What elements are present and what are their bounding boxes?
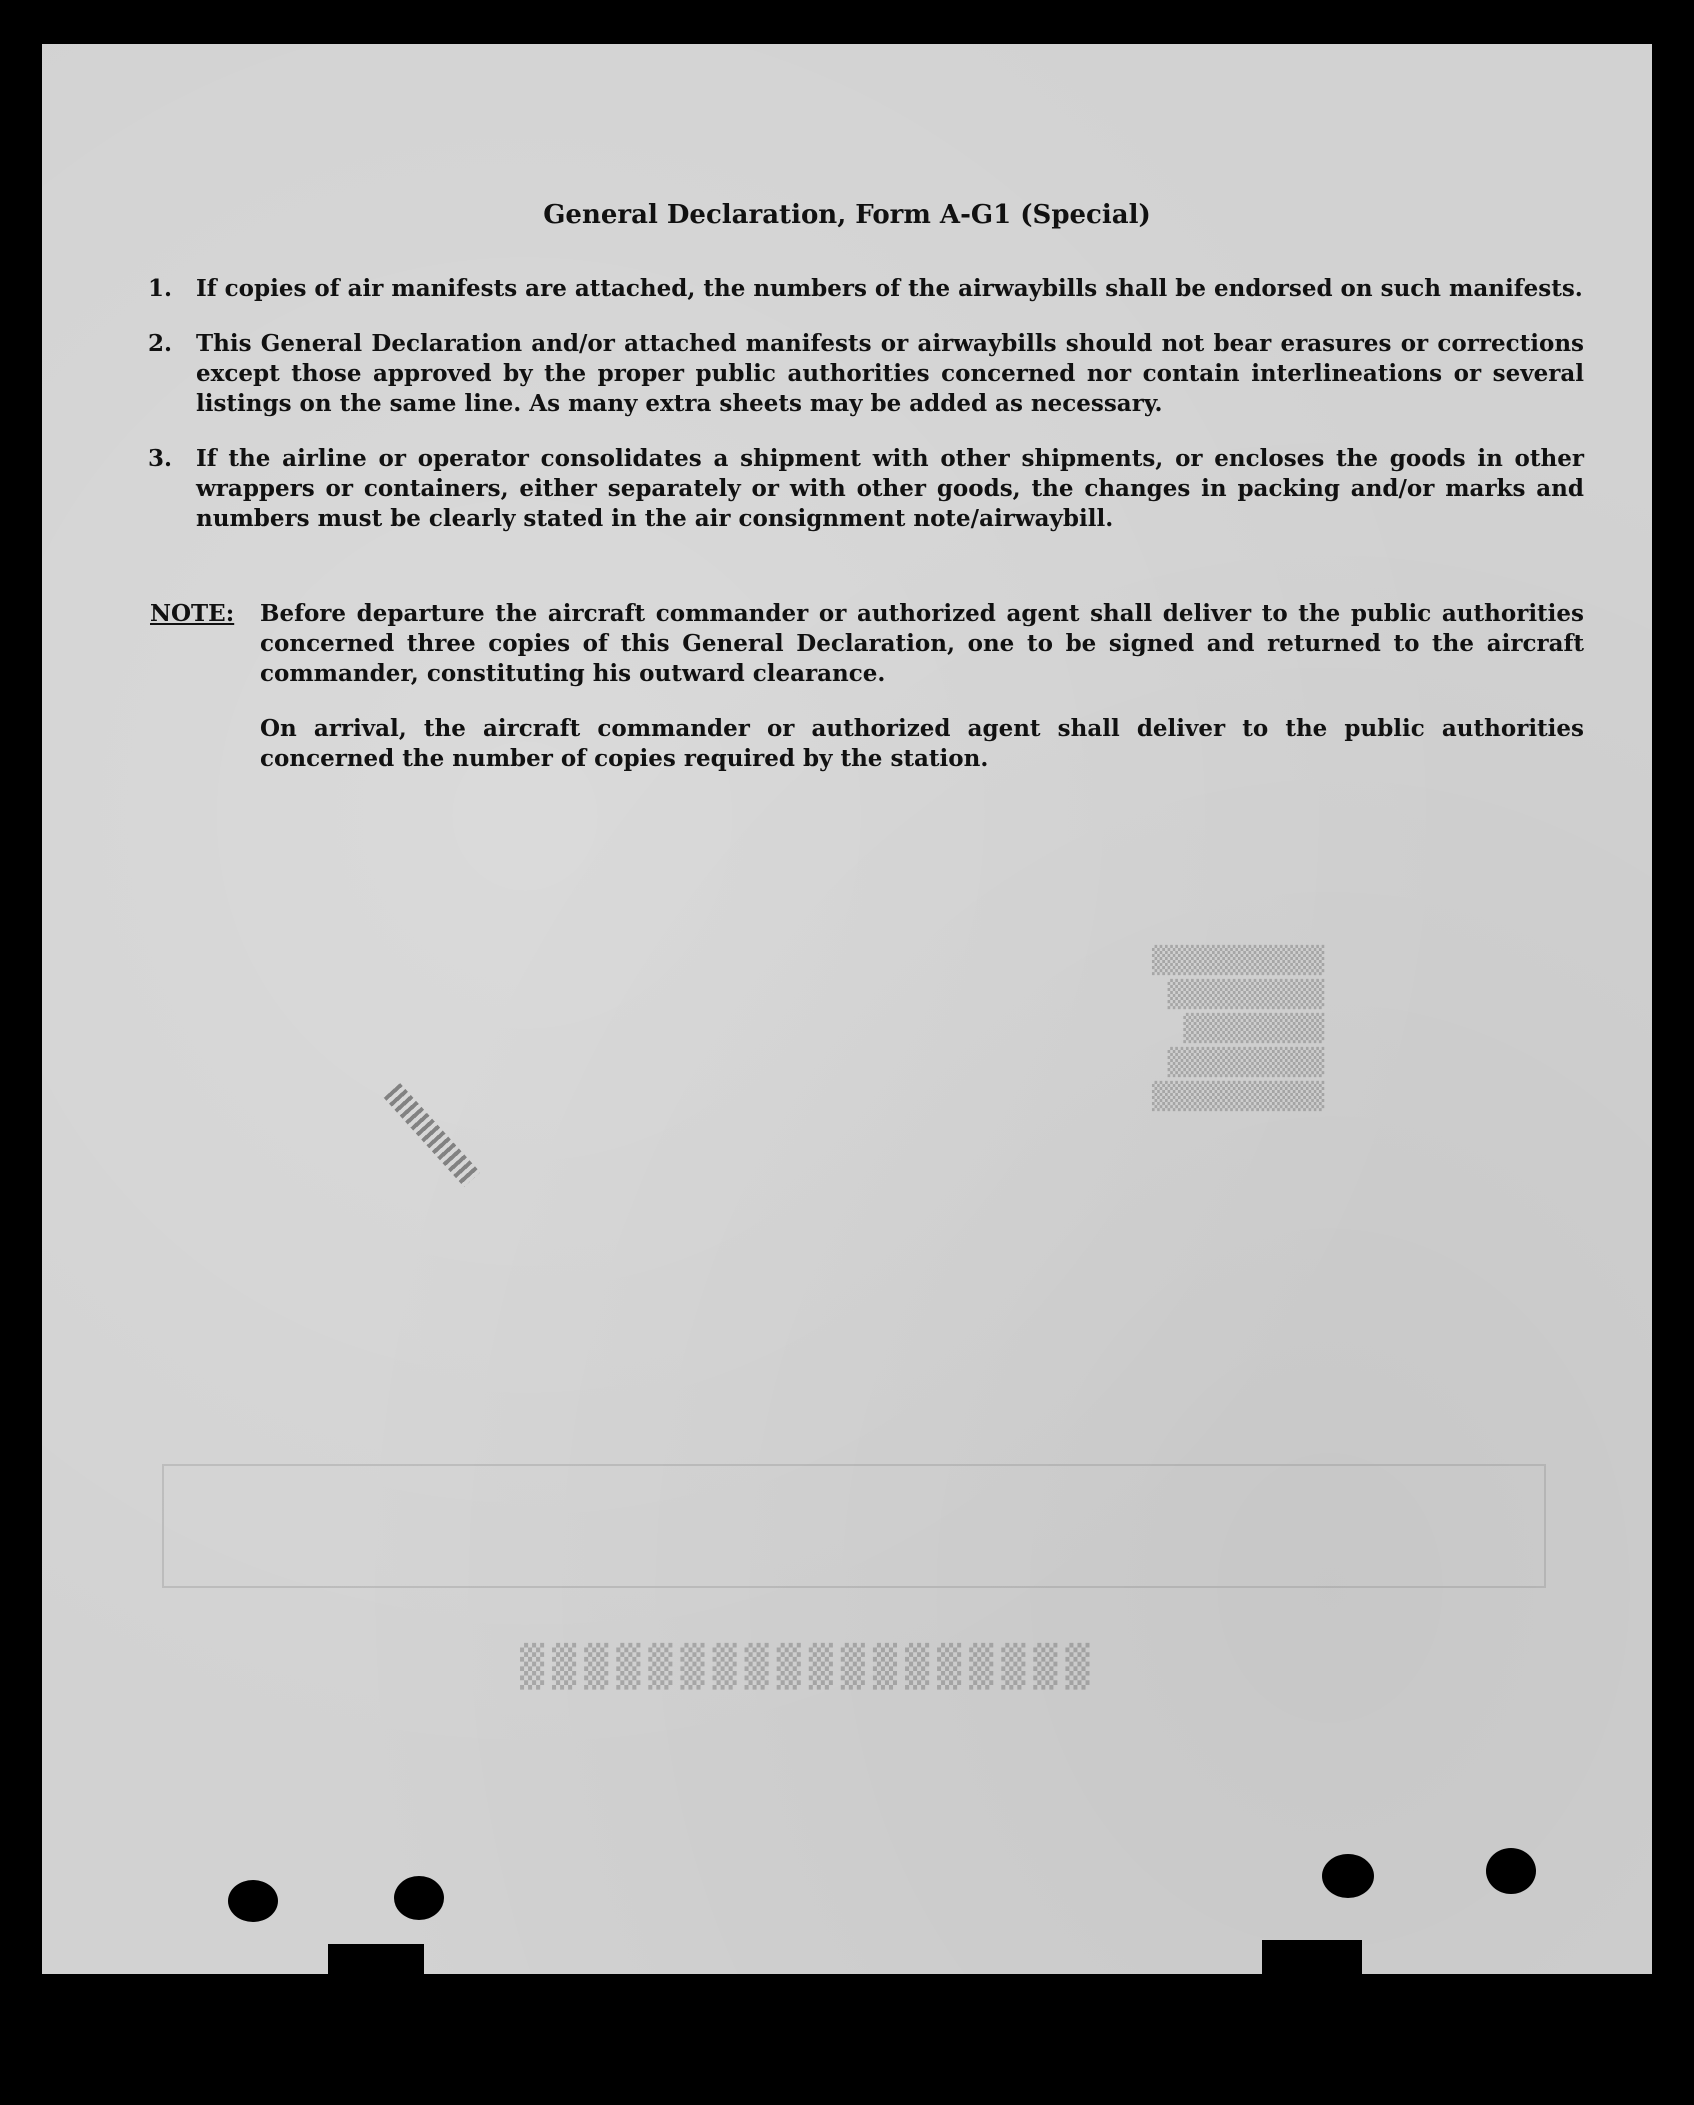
list-item <box>148 444 1584 534</box>
item-number: 2. <box>148 330 173 357</box>
item-number: 1. <box>148 275 173 302</box>
document-page <box>42 44 1652 1974</box>
item-text: If the airline or operator consolidates a shipment with other shipments, or encloses the goods in other wrappers or containers, either separately or with other goods, the changes in packing and/or marks and numbers must be clearly stated in the air consignment note/airwaybill. <box>196 445 1584 532</box>
punch-hole <box>1486 1848 1536 1894</box>
item-text: This General Declaration and/or attached manifests or airwaybills should not bear erasures or corrections except those approved by the proper public authorities concerned nor contain interlineations or several listings on the same line. As many extra sheets may be added as necessary. <box>196 330 1584 417</box>
note-paragraph: On arrival, the aircraft commander or authorized agent shall deliver to the public authorities concerned the number of copies required by the station. <box>260 715 1584 772</box>
list-item <box>148 274 1584 304</box>
binder-tab <box>1262 1940 1362 1984</box>
bleed-through-heading: ▒▒▒▒▒▒▒▒▒▒▒▒▒▒▒▒▒▒ <box>512 1644 1090 1690</box>
item-text: If copies of air manifests are attached, the numbers of the airwaybills shall be endorsed on such manifests. <box>196 275 1583 302</box>
bleed-through-form-box <box>162 1464 1546 1588</box>
punch-hole <box>228 1880 278 1922</box>
ink-smudge <box>384 1083 481 1187</box>
binder-tab <box>328 1944 424 1984</box>
item-number: 3. <box>148 445 173 472</box>
bleed-through-stamp: ▒▒▒▒▒▒▒▒▒▒▒ ▒▒▒▒▒▒▒▒▒▒ ▒▒▒▒▒▒▒▒▒ ▒▒▒▒▒▒▒▒▒▒ ▒▒▒▒▒▒▒▒▒▒▒ <box>1152 946 1325 1112</box>
punch-hole <box>1322 1854 1374 1898</box>
note-paragraph: Before departure the aircraft commander or authorized agent shall deliver to the public authorities concerned three copies of this General Declaration, one to be signed and returned to the aircraft commander, constituting his outward clearance. <box>260 600 1584 687</box>
note-label: NOTE: <box>150 600 235 627</box>
punch-hole <box>394 1876 444 1920</box>
page-title: General Declaration, Form A-G1 (Special) <box>543 200 1151 230</box>
list-item <box>148 329 1584 419</box>
